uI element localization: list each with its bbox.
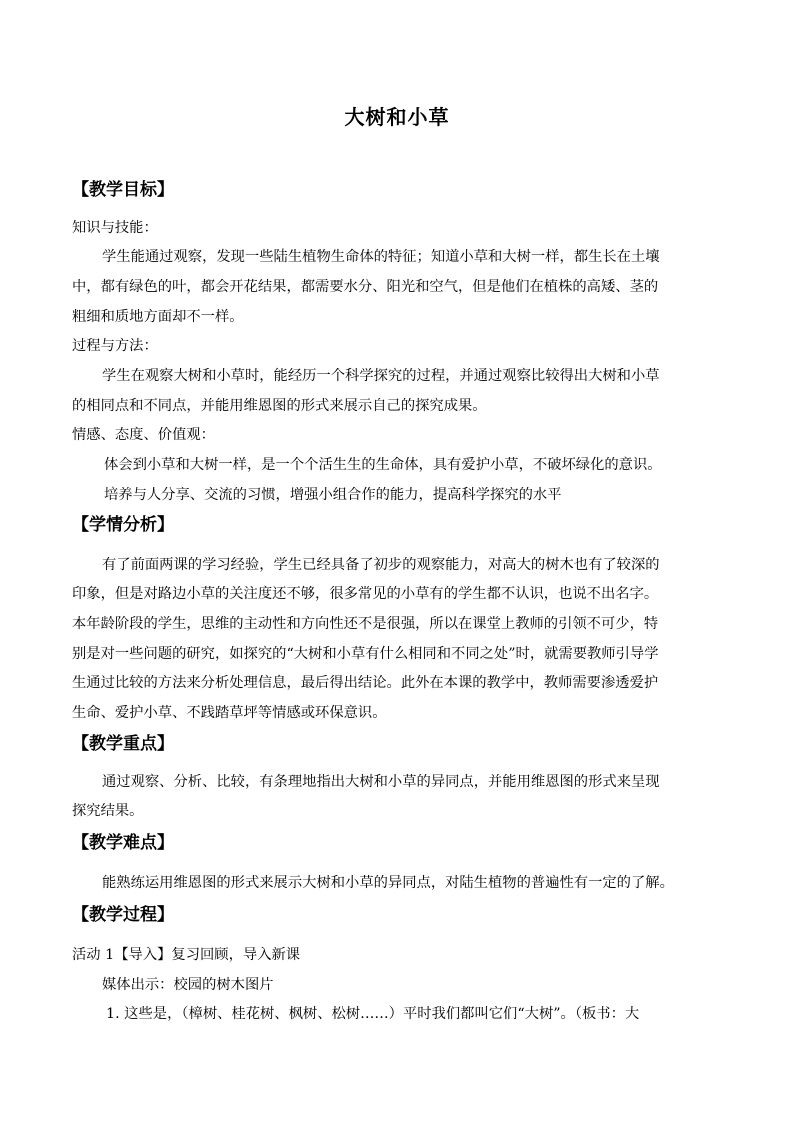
paragraph-line: 印象，但是对路边小草的关注度还不够，很多常见的小草有的学生都不认识，也说不出名字。 bbox=[72, 586, 659, 602]
paragraph-line: 培养与人分享、交流的习惯，增强小组合作的能力，提高科学探究的水平 bbox=[104, 487, 562, 503]
paragraph-line: 探究结果。 bbox=[72, 803, 144, 819]
paragraph-line: 粗细和质地方面却不一样。 bbox=[72, 309, 244, 325]
heading-key-points: 【教学重点】 bbox=[72, 734, 174, 754]
step-line: 1. 这些是，（樟树、桂花树、枫树、松树……）平时我们都叫它们“大树”。（板书：大 bbox=[106, 1006, 640, 1022]
paragraph-line: 学生能通过观察，发现一些陆生植物生命体的特征；知道小草和大树一样，都生长在土壤 bbox=[102, 249, 660, 265]
heading-teaching-objectives: 【教学目标】 bbox=[72, 180, 174, 200]
paragraph-line: 通过观察、分析、比较，有条理地指出大树和小草的异同点，并能用维恩图的形式来呈现 bbox=[102, 774, 660, 790]
paragraph-line: 别是对一些问题的研究，如探究的“大树和小草有什么相同和不同之处”时，就需要教师引导学 bbox=[72, 646, 659, 662]
label-knowledge-skills: 知识与技能： bbox=[72, 220, 158, 236]
paragraph-line: 本年龄阶段的学生，思维的主动性和方向性还不是很强，所以在课堂上教师的引领不可少，特 bbox=[72, 616, 659, 632]
paragraph-line: 的相同点和不同点，并能用维恩图的形式来展示自己的探究成果。 bbox=[72, 398, 487, 414]
heading-teaching-process: 【教学过程】 bbox=[72, 905, 174, 925]
paragraph-line: 生命、爱护小草、不践踏草坪等情感或环保意识。 bbox=[72, 705, 387, 721]
activity-line: 活动 1【导入】复习回顾，导入新课 bbox=[72, 947, 301, 963]
paragraph-line: 生通过比较的方法来分析处理信息，最后得出结论。此外在本课的教学中，教师需要渗透爱护 bbox=[72, 675, 659, 691]
label-process-methods: 过程与方法： bbox=[72, 338, 158, 354]
document-title: 大树和小草 bbox=[344, 105, 450, 129]
heading-learner-analysis: 【学情分析】 bbox=[72, 515, 174, 535]
paragraph-line: 体会到小草和大树一样，是一个个活生生的生命体，具有爱护小草，不破坏绿化的意识。 bbox=[104, 457, 662, 473]
paragraph-line: 学生在观察大树和小草时，能经历一个科学探究的过程，并通过观察比较得出大树和小草 bbox=[102, 368, 660, 384]
label-emotion-attitude-values: 情感、态度、价值观： bbox=[72, 427, 215, 443]
paragraph-line: 中，都有绿色的叶，都会开花结果，都需要水分、阳光和空气，但是他们在植株的高矮、茎的 bbox=[72, 279, 659, 295]
media-line: 媒体出示：校园的树木图片 bbox=[102, 977, 274, 993]
paragraph-line: 能熟练运用维恩图的形式来展示大树和小草的异同点，对陆生植物的普遍性有一定的了解。 bbox=[102, 875, 674, 891]
paragraph-line: 有了前面两课的学习经验，学生已经具备了初步的观察能力，对高大的树木也有了较深的 bbox=[102, 557, 660, 573]
heading-difficulties: 【教学难点】 bbox=[72, 833, 174, 853]
